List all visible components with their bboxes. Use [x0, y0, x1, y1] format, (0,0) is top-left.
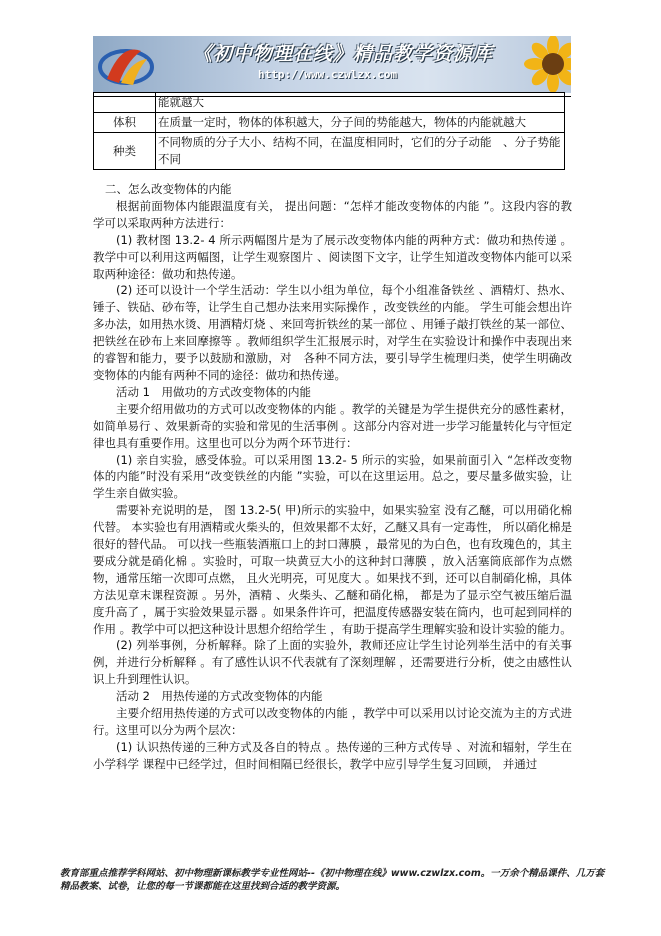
section-heading: 二、怎么改变物体的内能	[105, 182, 232, 196]
paragraph: (1) 亲自实验，感受体验。可以采用图 13.2- 5 所示的实验，如果前面引入 “怎样改变物体的内能”时没有采用“改变铁丝的内能 ”实验，可以在这里运用。总之，要尽量多做实验，让学生亲自做实验。	[93, 452, 572, 501]
paragraph: (1) 教材图 13.2- 4 所示两幅图片是为了展示改变物体内能的两种方式：做功和热传递 。教学中可以利用这两幅图，让学生观察图片 、阅读图下文字，让学生知道改变物体内能可以采取两种途径：做功和热传递。	[93, 232, 572, 281]
site-logo-icon	[97, 39, 155, 89]
activity-heading: 活动 2 用热传递的方式改变物体的内能	[116, 689, 323, 704]
activity-heading: 活动 1 用做功的方式改变物体的内能	[116, 384, 311, 399]
table-row	[94, 93, 565, 113]
footer-note: 教育部重点推荐学科网站、初中物理新课标教学专业性网站--《初中物理在线》www.czwlzx.com。一万余个精品课件、几万套精品教案、试卷，让您的每一节课都能在这里找到合适的教学资源。	[60, 868, 605, 892]
site-title: 《初中物理在线》精品教学资源库	[193, 43, 494, 65]
table-value-cell: 不同物质的分子大小、结构不同，在温度相同时，它们的分子动能 、分子势能不同	[156, 133, 565, 170]
table-value-cell: 能就越大	[156, 93, 565, 113]
paragraph: 根据前面物体内能跟温度有关， 提出问题：“怎样才能改变物体的内能 ”。这段内容的教学可以采取两种方法进行：	[93, 198, 572, 230]
document-body	[93, 181, 572, 773]
sunflower-icon	[511, 36, 571, 93]
table-key-cell: 种类	[94, 133, 156, 170]
property-table	[93, 92, 565, 170]
table-value-cell: 在质量一定时，物体的体积越大，分子间的势能越大，物体的内能就越大	[156, 113, 565, 133]
table-row	[94, 133, 565, 170]
paragraph: 需要补充说明的是， 图 13.2-5( 甲)所示的实验中，如果实验室 没有乙醚，可以用硝化棉代替。 本实验也有用酒精或火柴头的，但效果都不太好，乙醚又具有一定毒性， 所以硝化棉是很好的替代品。 可以找一些瓶装酒瓶口上的封口薄膜 ，最常见的为白色，也有玫瑰色的，其主要成分就是硝化棉 。实验时，可取一块黄豆大小的这种封口薄膜 ，放入活塞筒底部作为点燃物，通常压缩一次即可点燃， 且火光明亮，可见度大 。如果找不到，还可以自制硝化棉，具体方法见章末课程资源 。另外，酒精 、火柴头、乙醚和硝化棉， 都是为了显示空气被压缩后温度升高了 ，属于实验效果显示器 。如果条件许可，把温度传感器安装在筒内，也可起到同样的作用 。教学中可以把这种设计思想介绍给学生 ，有助于提高学生理解实验和设计实验的能力。	[93, 503, 572, 636]
site-url: http://www.czwlzx.com	[258, 68, 398, 81]
paragraph: 主要介绍用热传递的方式可以改变物体的内能 ，教学中可以采用以讨论交流为主的方式进行。这里可以分为两个层次：	[93, 706, 572, 737]
paragraph: (2) 还可以设计一个学生活动：学生以小组为单位，每个小组准备铁丝 、酒精灯、热水、锤子、铁砧、砂布等，让学生自己想办法来用实际操作 ，改变铁丝的内能。 学生可能会想出许多办法，如用热水烫、用酒精灯烧 、来回弯折铁丝的某一部位 、用锤子敲打铁丝的某一部位、把铁丝在砂布上来回摩擦等 。教师组织学生汇报展示时，对学生在实验设计和操作中表现出来的睿智和能力，要予以鼓励和激励，对 各种不同方法，要引导学生梳理归类，使学生明确改变物体的内能有两种不同的途径：做功和热传递。	[93, 283, 572, 382]
table-key-cell: 体积	[94, 113, 156, 133]
table-key-cell	[94, 93, 156, 113]
header-banner	[93, 36, 571, 93]
paragraph: 主要介绍用做功的方式可以改变物体的内能 。教学的关键是为学生提供充分的感性素材，如简单易行 、效果新奇的实验和常见的生活事例 。这部分内容对进一步学习能量转化与守恒定律也具有重要作用。这里也可以分为两个环节进行：	[93, 401, 572, 450]
table-row	[94, 113, 565, 133]
paragraph: (1) 认识热传递的三种方式及各自的特点 。热传递的三种方式传导 、对流和辐射，学生在小学科学 课程中已经学过，但时间相隔已经很长，教学中应引导学生复习回顾， 并通过	[93, 739, 572, 771]
paragraph: (2) 列举事例，分析解释。除了上面的实验外，教师还应让学生讨论列举生活中的有关事例，并进行分析解释 。有了感性认识不代表就有了深刻理解 ，还需要进行分析，使之由感性认识上升到理性认识。	[93, 638, 572, 687]
